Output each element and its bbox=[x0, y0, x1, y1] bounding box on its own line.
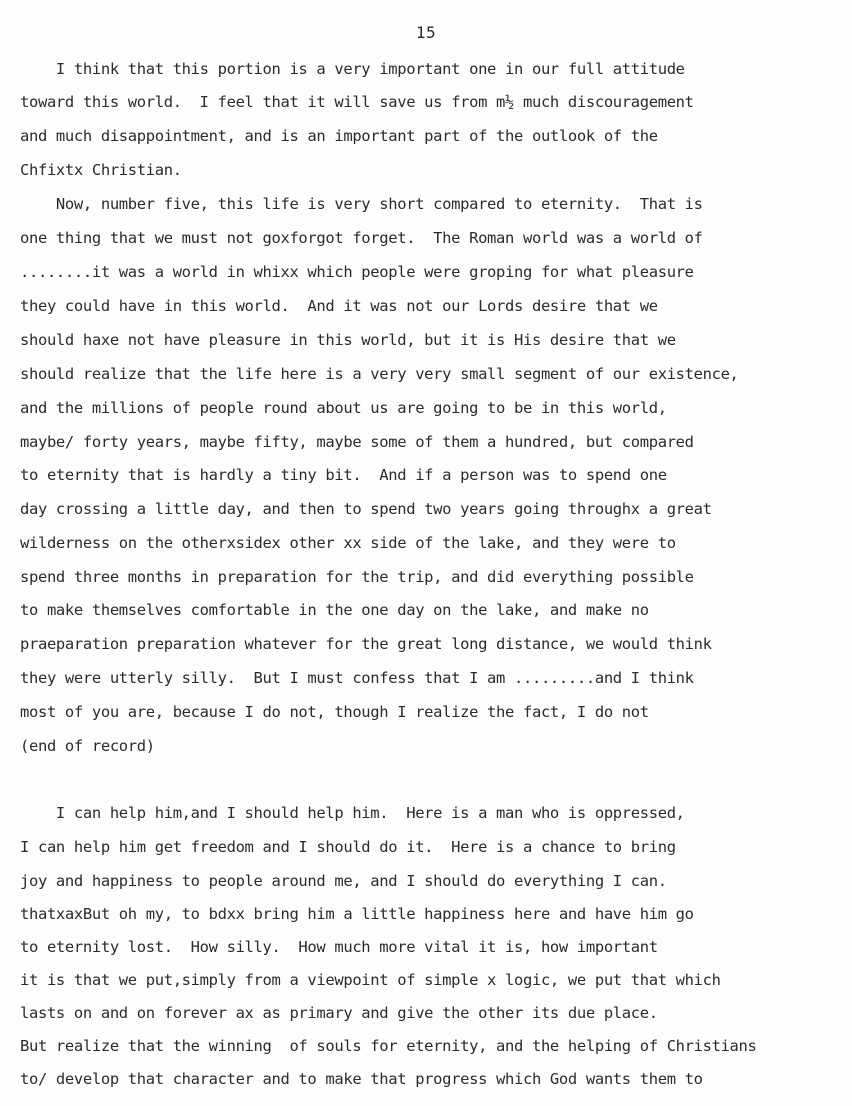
text-line: thatxaxBut oh my, to bdxx bring him a little happiness here and have him go bbox=[20, 905, 694, 923]
text-line: most of you are, because I do not, though I realize the fact, I do not bbox=[20, 703, 649, 721]
text-line: joy and happiness to people around me, and I should do everything I can. bbox=[20, 872, 667, 890]
text-line: Chfixtx Christian. bbox=[20, 161, 182, 179]
text-line: to eternity that is hardly a tiny bit. And if a person was to spend one bbox=[20, 466, 667, 484]
text-line: and the millions of people round about us are going to be in this world, bbox=[20, 399, 667, 417]
text-line: (end of record) bbox=[20, 737, 155, 755]
text-line: should haxe not have pleasure in this world, but it is His desire that we bbox=[20, 331, 676, 349]
text-line: day crossing a little day, and then to spend two years going throughx a great bbox=[20, 500, 712, 518]
text-line: they were utterly silly. But I must confess that I am .........and I think bbox=[20, 669, 694, 687]
text-line: it is that we put,simply from a viewpoint of simple x logic, we put that which bbox=[20, 971, 721, 989]
text-line: praeparation preparation whatever for the great long distance, we would think bbox=[20, 635, 712, 653]
text-line: to eternity lost. How silly. How much more vital it is, how important bbox=[20, 938, 658, 956]
text-line: maybe/ forty years, maybe fifty, maybe some of them a hundred, but compared bbox=[20, 433, 694, 451]
text-line: to make themselves comfortable in the one day on the lake, and make no bbox=[20, 601, 649, 619]
text-line: wilderness on the otherxsidex other xx side of the lake, and they were to bbox=[20, 534, 676, 552]
text-line: should realize that the life here is a very very small segment of our existence, bbox=[20, 365, 739, 383]
text-line: and much disappointment, and is an important part of the outlook of the bbox=[20, 127, 658, 145]
text-line: But realize that the winning of souls for eternity, and the helping of Christians bbox=[20, 1037, 757, 1055]
text-line: toward this world. I feel that it will save us from m½ much discouragement bbox=[20, 93, 694, 111]
page-number: 15 bbox=[415, 23, 437, 42]
text-line: one thing that we must not goxforgot forget. The Roman world was a world of bbox=[20, 229, 703, 247]
text-line: spend three months in preparation for the trip, and did everything possible bbox=[20, 568, 694, 586]
text-line: I can help him get freedom and I should do it. Here is a chance to bring bbox=[20, 838, 676, 856]
text-line: they could have in this world. And it was not our Lords desire that we bbox=[20, 297, 658, 315]
text-line: I think that this portion is a very important one in our full attitude bbox=[20, 60, 685, 78]
text-line: to/ develop that character and to make that progress which God wants them to bbox=[20, 1070, 703, 1088]
text-line: Now, number five, this life is very short compared to eternity. That is bbox=[20, 195, 703, 213]
text-line: ........it was a world in whixx which people were groping for what pleasure bbox=[20, 263, 694, 281]
text-line: I can help him,and I should help him. Here is a man who is oppressed, bbox=[20, 804, 685, 822]
text-line: lasts on and on forever ax as primary and give the other its due place. bbox=[20, 1004, 658, 1022]
